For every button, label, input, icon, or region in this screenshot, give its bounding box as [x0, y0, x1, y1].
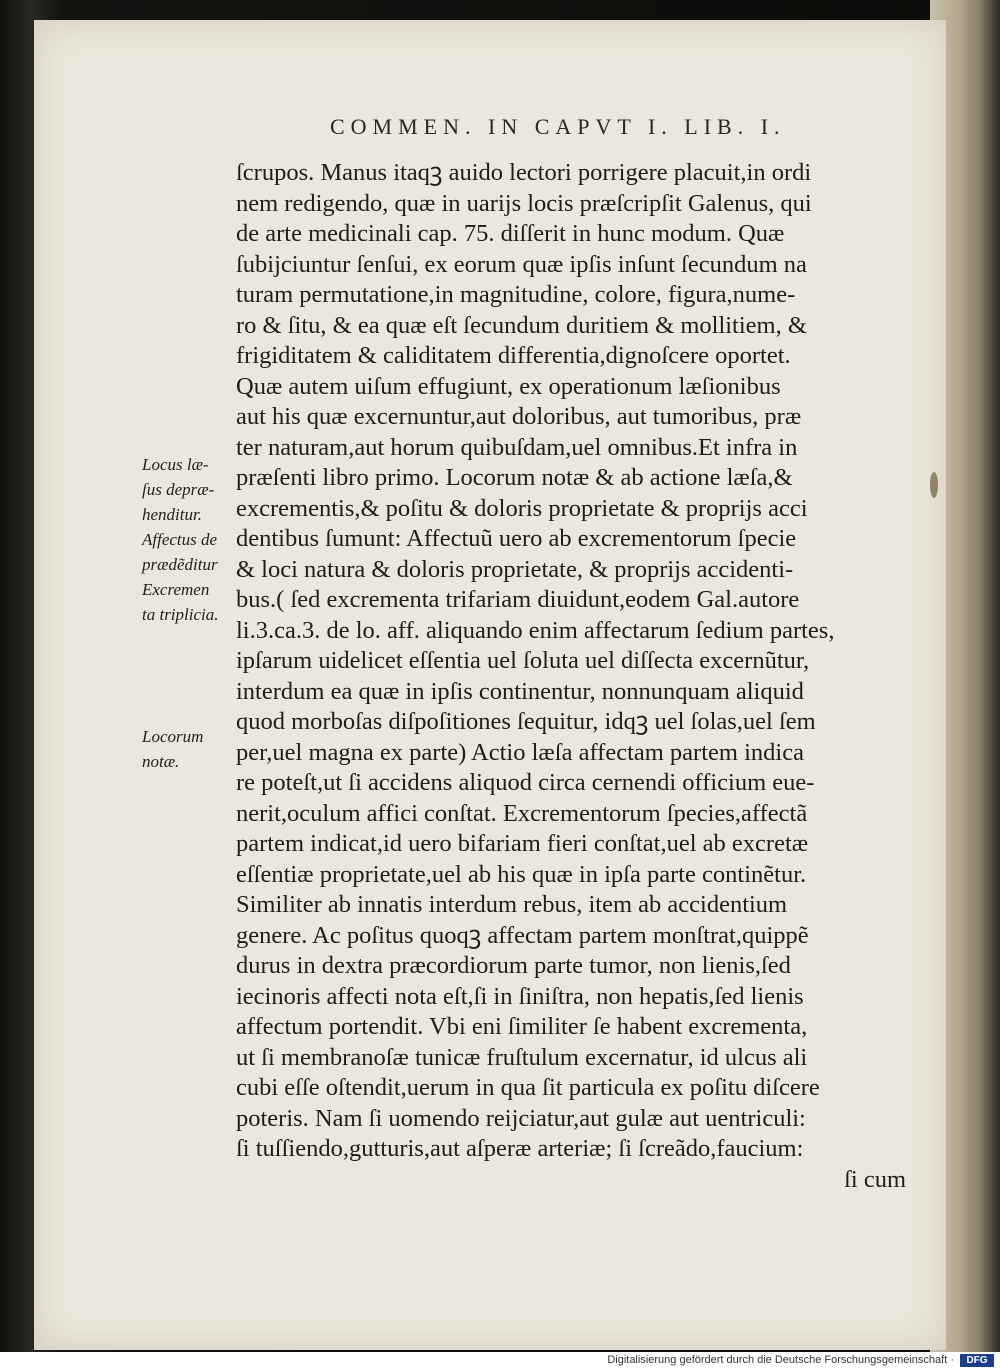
text-line: re poteſt,ut ſi accidens aliquod circa cernendi officium eue- [236, 769, 815, 796]
text-line: li.3.ca.3. de lo. aff. aliquando enim affectarum ſedium partes, [236, 616, 835, 644]
catchword: ſi cum [844, 1165, 906, 1193]
text-line: nerit,oculum affici conſtat. Excrementorum ſpecies,affectã [236, 799, 808, 827]
text-line: ter naturam,aut horum quibuſdam,uel omnibus.Et infra in [236, 433, 798, 461]
text-line: durus in dextra præcordiorum parte tumor, non lienis,ſed [236, 952, 791, 979]
margin-note-line: Excremen [142, 580, 210, 599]
text-line: turam permutatione,in magnitudine, colore, figura,nume- [236, 281, 796, 308]
text-line: Quæ autem uiſum effugiunt, ex operationum læſionibus [236, 372, 781, 400]
text-line: cubi eſſe oſtendit,uerum in qua ſit particula ex poſitu diſcere [236, 1074, 820, 1101]
funding-notice: Digitalisierung gefördert durch die Deutsche Forschungsgemeinschaft · [607, 1354, 954, 1366]
text-line: ſi tuſſiendo,gutturis,aut aſperæ arteriæ; ſi ſcreãdo,faucium: [236, 1135, 804, 1162]
text-line: nem redigendo, quæ in uarijs locis præſcripſit Galenus, qui [236, 189, 812, 217]
text-line: præſenti libro primo. Locorum notæ & ab actione læſa,& [236, 464, 793, 491]
text-line: iecinoris affecti nota eſt,ſi in ſiniſtra, non hepatis,ſed lienis [236, 982, 804, 1010]
text-line: affectum portendit. Vbi eni ſimiliter ſe habent excrementa, [236, 1013, 808, 1040]
text-line: frigiditatem & caliditatem differentia,dignoſcere oportet. [236, 342, 791, 369]
running-head: COMMEN. IN CAPVT I. LIB. I. [330, 114, 786, 139]
text-line: ut ſi membranoſæ tunicæ fruſtulum excernatur, id ulcus ali [236, 1043, 808, 1071]
text-line: poteris. Nam ſi uomendo reijciatur,aut gulæ aut uentriculi: [236, 1104, 806, 1132]
text-line: interdum ea quæ in ipſis continentur, nonnunquam aliquid [236, 677, 804, 705]
text-line: eſſentiæ proprietate,uel ab his quæ in ipſa parte continẽtur. [236, 860, 807, 888]
text-line: quod morboſas diſpoſitiones ſequitur, idqꝫ uel ſolas,uel ſem [236, 708, 816, 735]
text-line: ipſarum uidelicet eſſentia uel ſoluta uel diſſecta excernũtur, [236, 647, 810, 674]
text-line: partem indicat,id uero bifariam fieri conſtat,uel ab excretæ [236, 830, 809, 857]
text-line: bus.( ſed excrementa trifariam diuidunt,eodem Gal.autore [236, 586, 800, 613]
margin-note-locus [142, 452, 242, 627]
text-line: & loci natura & doloris proprietate, & proprijs accidenti- [236, 555, 794, 583]
text-line: aut his quæ excernuntur,aut doloribus, aut tumoribus, præ [236, 403, 802, 430]
text-line: excrementis,& poſitu & doloris proprietate & proprijs acci [236, 494, 808, 522]
margin-note-line: henditur. [142, 505, 202, 524]
text-line: dentibus ſumunt: Affectuũ uero ab excrementorum ſpecie [236, 525, 797, 552]
dfg-logo: DFG [960, 1354, 994, 1367]
margin-note-line: Locus læ- [142, 455, 209, 474]
text-line: genere. Ac poſitus quoqꝫ affectam partem monſtrat,quippẽ [236, 921, 809, 949]
main-text-block [236, 158, 906, 1195]
text-line: ſcrupos. Manus itaqꝫ auido lectori porrigere placuit,in ordi [236, 159, 812, 186]
margin-note-line: Locorum [142, 727, 204, 746]
margin-note-line: Affectus de [142, 530, 218, 549]
text-line: Similiter ab innatis interdum rebus, item ab accidentium [236, 891, 788, 918]
paper-stain [930, 472, 938, 498]
text-line: ſubijciuntur ſenſui, ex eorum quæ ipſis inſunt ſecundum na [236, 250, 807, 278]
text-line: de arte medicinali cap. 75. diſſerit in hunc modum. Quæ [236, 220, 785, 247]
text-line: ro & ſitu, & ea quæ eſt ſecundum duritiem & mollitiem, & [236, 311, 807, 339]
margin-note-line: prædẽditur [142, 555, 218, 574]
margin-note-line: ſus depræ- [142, 480, 215, 499]
margin-note-line: ta triplicia. [142, 605, 219, 624]
margin-note-line: notæ. [142, 752, 180, 771]
footer-bar [0, 1352, 1000, 1370]
margin-note-locorum [142, 724, 242, 774]
text-line: per,uel magna ex parte) Actio læſa affectam partem indica [236, 738, 804, 766]
